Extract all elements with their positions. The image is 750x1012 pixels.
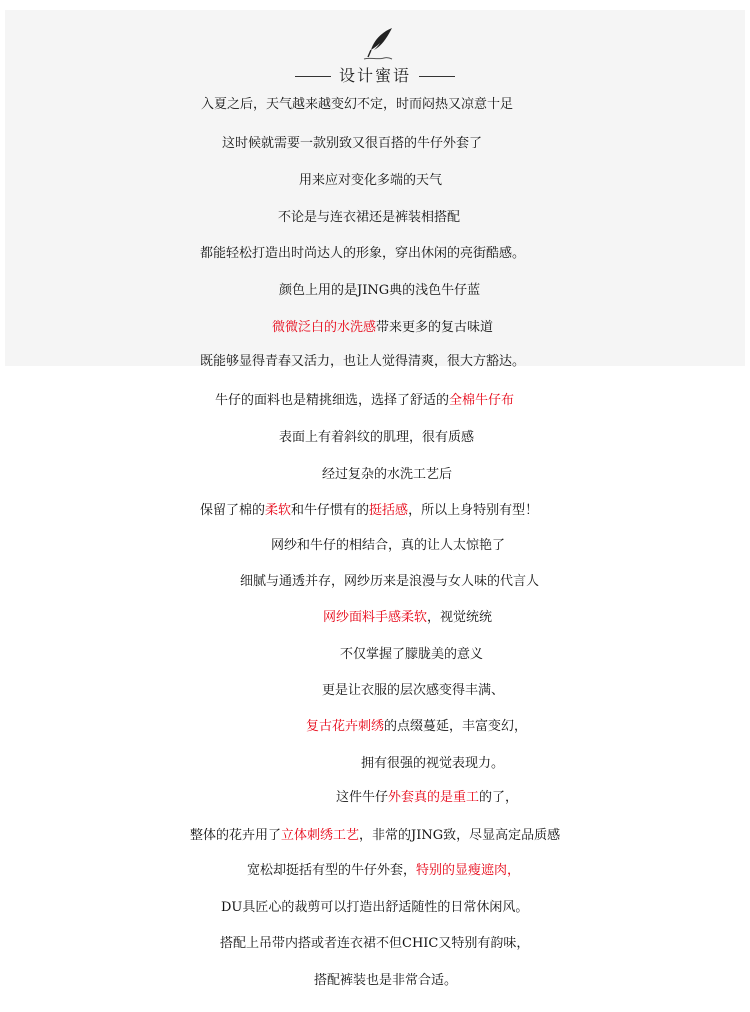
text-line (247, 862, 520, 880)
text-line (215, 392, 514, 410)
text-line (279, 429, 474, 447)
line-text: ，非常的JING致，尽显高定品质感 (359, 828, 561, 843)
line-text: 既能够显得青春又活力，也让人觉得清爽，很大方豁达。 (200, 354, 526, 369)
text-line (306, 718, 527, 736)
text-line (323, 609, 492, 627)
line-text: DU具匠心的裁剪可以打造出舒适随性的日常休闲风。 (221, 900, 529, 915)
line-text: 这时候就需要一款别致又很百搭的牛仔外套了 (222, 136, 483, 151)
text-line (221, 899, 528, 917)
line-text: 的点缀蔓延，丰富变幻， (384, 719, 528, 734)
text-line (279, 282, 480, 300)
text-line (271, 537, 505, 555)
highlight-text: 柔软 (265, 503, 292, 518)
text-line (299, 172, 442, 190)
heading-text: 设计蜜语 (338, 66, 411, 85)
text-line (314, 972, 457, 990)
highlight-text: 网纱面料手感柔软 (323, 610, 428, 625)
line-text: 更是让衣服的层次感变得丰满、 (322, 683, 505, 698)
line-text: 入夏之后，天气越来越变幻不定，时而闷热又凉意十足 (201, 97, 514, 112)
text-line (201, 96, 513, 114)
line-text: 拥有很强的视觉表现力。 (361, 756, 505, 771)
line-text: 都能轻松打造出时尚达人的形象，穿出休闲的亮街酷感。 (200, 246, 526, 261)
text-line (200, 353, 525, 371)
line-text: 这件牛仔 (336, 790, 389, 805)
text-line (222, 135, 482, 153)
line-text: 搭配上吊带内搭或者连衣裙不但CHIC又特别有韵味， (220, 936, 530, 951)
highlight-text: 全棉牛仔布 (449, 393, 515, 408)
line-text: 整体的花卉用了 (190, 828, 282, 843)
line-text: ，所以上身特别有型！ (408, 503, 539, 518)
highlight-text: 立体刺绣工艺 (281, 828, 360, 843)
line-text: 经过复杂的水洗工艺后 (322, 467, 453, 482)
line-text: 和牛仔惯有的 (291, 503, 370, 518)
line-text: 的了， (479, 790, 519, 805)
text-line (361, 755, 504, 773)
line-text: 用来应对变化多端的天气 (299, 173, 443, 188)
text-line (200, 245, 525, 263)
highlight-text: 特别的显瘦遮肉， (416, 863, 521, 878)
highlight-text: 外套真的是重工 (388, 790, 480, 805)
highlight-text: 挺括感 (369, 503, 409, 518)
line-text: 细腻与通透并存，网纱历来是浪漫与女人味的代言人 (240, 574, 540, 589)
text-line (340, 646, 483, 664)
text-line (322, 682, 504, 700)
text-line (272, 319, 493, 337)
line-text: 不论是与连衣裙还是裤装相搭配 (278, 210, 461, 225)
line-text: 宽松却挺括有型的牛仔外套， (247, 863, 417, 878)
line-text: 不仅掌握了朦胧美的意义 (340, 647, 484, 662)
text-line (220, 935, 529, 953)
highlight-text: 微微泛白的水洗感 (272, 320, 377, 335)
line-text: 保留了棉的 (200, 503, 266, 518)
text-line (278, 209, 460, 227)
highlight-text: 复古花卉刺绣 (306, 719, 385, 734)
line-text: 搭配裤装也是非常合适。 (314, 973, 458, 988)
text-line (190, 827, 560, 845)
line-text: ，视觉统统 (427, 610, 493, 625)
text-line (200, 502, 538, 520)
line-text: 颜色上用的是JING典的浅色牛仔蓝 (279, 283, 481, 298)
line-text: 网纱和牛仔的相结合，真的让人太惊艳了 (271, 538, 506, 553)
line-text: 带来更多的复古味道 (376, 320, 494, 335)
text-line (336, 789, 518, 807)
line-text: 牛仔的面料也是精挑细选，选择了舒适的 (215, 393, 450, 408)
text-line (240, 573, 539, 591)
text-line (322, 466, 452, 484)
line-text: 表面上有着斜纹的肌理，很有质感 (279, 430, 475, 445)
